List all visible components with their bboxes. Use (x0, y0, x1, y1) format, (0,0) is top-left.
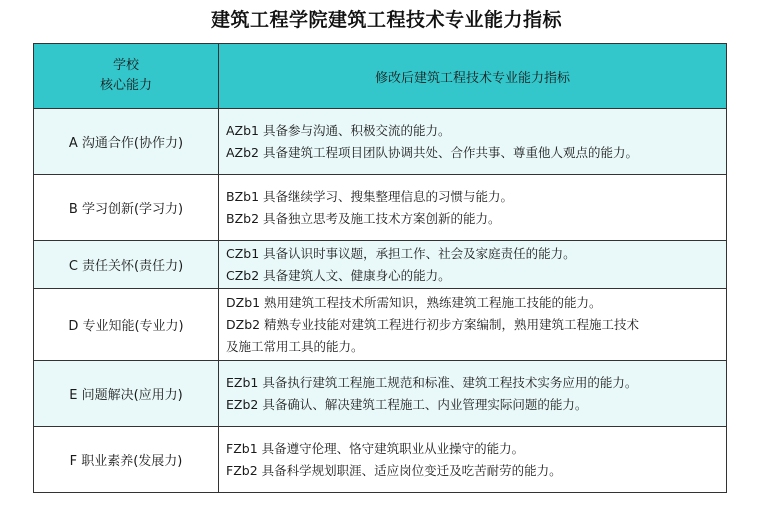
table-row (34, 109, 727, 175)
table-row (34, 361, 727, 427)
ability-table (33, 43, 727, 493)
indicator-line: BZb1 具备继续学习、搜集整理信息的习惯与能力。 (226, 188, 514, 204)
indicator-line: BZb2 具备独立思考及施工技术方案创新的能力。 (226, 210, 501, 226)
header-core-ability-label: 核心能力 (99, 78, 152, 93)
indicator-line: AZb2 具备建筑工程项目团队协调共处、合作共事、尊重他人观点的能力。 (226, 144, 638, 160)
ability-detail-cell (219, 289, 727, 361)
table-header-row (34, 44, 727, 109)
document-title: 建筑工程学院建筑工程技术专业能力指标 (210, 9, 562, 31)
indicator-line: FZb1 具备遵守伦理、恪守建筑职业从业操守的能力。 (226, 440, 525, 456)
header-school-core-ability (34, 44, 219, 109)
indicator-line: CZb1 具备认识时事议题，承担工作、社会及家庭责任的能力。 (226, 245, 576, 261)
ability-name-cell: D 专业知能(专业力) (34, 289, 219, 361)
indicator-line: EZb2 具备确认、解决建筑工程施工、内业管理实际问题的能力。 (226, 396, 588, 412)
header-ability-indicators: 修改后建筑工程技术专业能力指标 (219, 44, 727, 109)
ability-detail-cell (219, 109, 727, 175)
indicator-line: DZb1 熟用建筑工程技术所需知识，熟练建筑工程施工技能的能力。 (226, 294, 602, 310)
ability-detail-cell (219, 241, 727, 289)
ability-detail-cell (219, 427, 727, 493)
ability-detail-cell (219, 361, 727, 427)
ability-name-cell: E 问题解决(应用力) (34, 361, 219, 427)
ability-detail-cell (219, 175, 727, 241)
ability-name-cell: A 沟通合作(协作力) (34, 109, 219, 175)
indicator-line: CZb2 具备建筑人文、健康身心的能力。 (226, 267, 451, 283)
ability-name-cell: C 责任关怀(责任力) (34, 241, 219, 289)
table-row (34, 289, 727, 361)
indicator-line: AZb1 具备参与沟通、积极交流的能力。 (226, 122, 451, 138)
indicator-line: 及施工常用工具的能力。 (226, 338, 364, 354)
indicator-line: EZb1 具备执行建筑工程施工规范和标准、建筑工程技术实务应用的能力。 (226, 374, 638, 390)
header-school-label: 学校 (112, 58, 139, 73)
table-row (34, 241, 727, 289)
table-row (34, 427, 727, 493)
indicator-line: FZb2 具备科学规划职涯、适应岗位变迁及吃苦耐劳的能力。 (226, 462, 562, 478)
indicator-line: DZb2 精熟专业技能对建筑工程进行初步方案编制，熟用建筑工程施工技术 (226, 316, 640, 332)
ability-name-cell: F 职业素养(发展力) (34, 427, 219, 493)
ability-name-cell: B 学习创新(学习力) (34, 175, 219, 241)
table-row (34, 175, 727, 241)
